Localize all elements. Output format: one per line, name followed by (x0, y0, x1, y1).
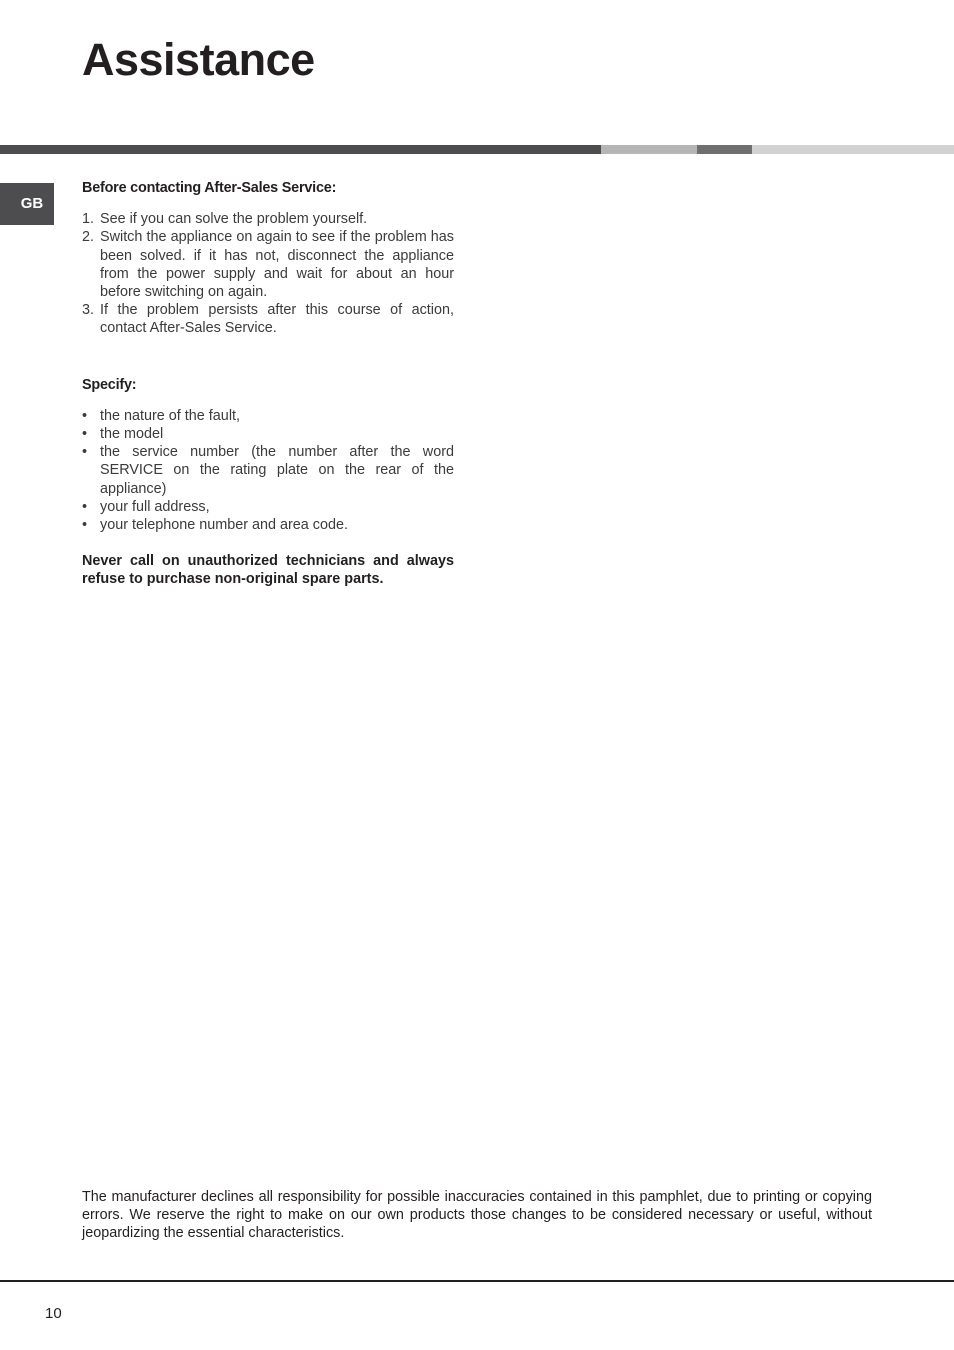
header-bar-lightest-segment (752, 145, 954, 154)
page-title: Assistance (82, 34, 315, 85)
specify-heading: Specify: (82, 376, 137, 393)
warning-text: Never call on unauthorized technicians and always refuse to purchase non-original spare parts. (82, 553, 454, 588)
step-text: See if you can solve the problem yourself. (100, 211, 368, 228)
language-tab: GB (0, 183, 54, 225)
step-number: 3. (82, 302, 95, 319)
list-item (82, 301, 454, 337)
header-bar-mid-segment (697, 145, 752, 154)
item-text: the service number (the number after the word SERVICE on the rating plate on the rear of the appliance) (100, 444, 454, 497)
list-item (82, 498, 454, 516)
list-item (82, 443, 454, 498)
page-number: 10 (45, 1305, 62, 1322)
step-number: 1. (82, 211, 95, 228)
disclaimer-text: The manufacturer declines all responsibility for possible inaccuracies contained in this pamphlet, due to printing or copying errors. We reserve the right to make on our own products those changes to be considered necessary or useful, without jeopardizing the essential characteristics. (82, 1189, 872, 1242)
step-number: 2. (82, 229, 95, 246)
header-bar-dark-segment (0, 145, 601, 154)
step-text: If the problem persists after this course of action, contact After-Sales Service. (100, 302, 454, 337)
specify-list (82, 407, 454, 534)
footer-divider (0, 1280, 954, 1282)
item-text: the nature of the fault, (100, 407, 241, 424)
item-text: the model (100, 426, 164, 443)
step-text: Switch the appliance on again to see if the problem has been solved. if it has not, disconnect the appliance from the power supply and wait for about an hour before switching on again. (100, 229, 454, 301)
main-content (82, 179, 454, 589)
list-item (82, 407, 454, 425)
list-item (82, 516, 454, 534)
bullet-icon: • (82, 426, 88, 443)
bullet-icon: • (82, 517, 88, 534)
item-text: your telephone number and area code. (100, 517, 349, 534)
item-text: your full address, (100, 498, 210, 515)
list-item (82, 425, 454, 443)
steps-list (82, 210, 454, 337)
list-item (82, 210, 454, 228)
header-bar-light-segment (601, 145, 697, 154)
list-item (82, 228, 454, 301)
bullet-icon: • (82, 498, 88, 515)
before-contacting-heading: Before contacting After-Sales Service: (82, 180, 337, 196)
bullet-icon: • (82, 407, 88, 424)
bullet-icon: • (82, 444, 88, 461)
